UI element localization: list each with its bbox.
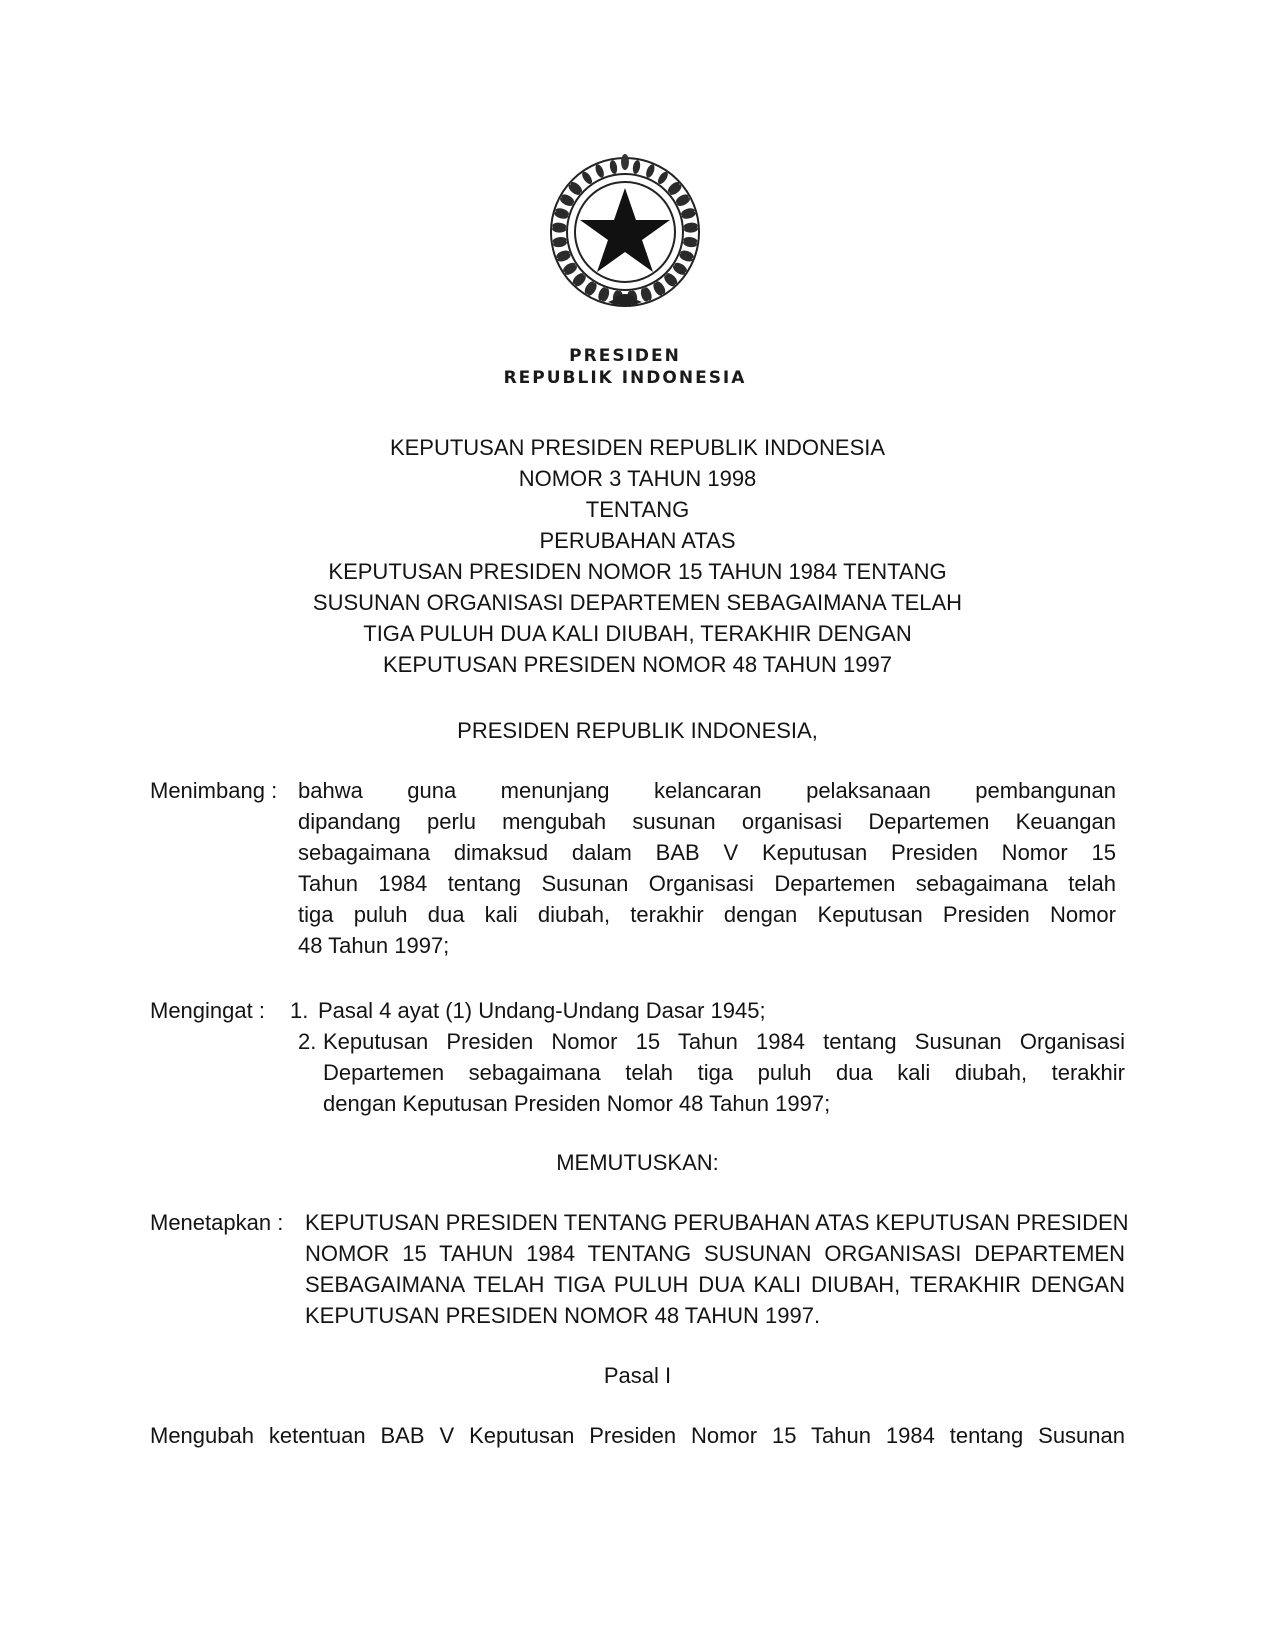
mengingat-label: Mengingat :	[150, 998, 265, 1023]
pasal-heading: Pasal I	[603, 1363, 672, 1388]
mengingat-item-text	[318, 995, 1125, 1026]
title-line: NOMOR 3 TAHUN 1998	[518, 466, 757, 491]
menimbang-body	[298, 775, 1116, 961]
mengingat-item-number: 2.	[298, 1029, 317, 1054]
closing-line: Mengubah ketentuan BAB V Keputusan Presiden Nomor 15 Tahun 1984 tentang Susunan	[150, 1423, 1125, 1448]
menimbang-line: bahwa guna menunjang kelancaran pelaksanaan pembangunan	[298, 778, 1116, 803]
menimbang-line: sebagaimana dimaksud dalam BAB V Keputusan Presiden Nomor 15	[298, 840, 1116, 865]
menetapkan-label: Menetapkan :	[150, 1210, 284, 1235]
menetapkan-body	[305, 1207, 1129, 1331]
emblem-caption-line1: PRESIDEN	[569, 346, 681, 366]
menimbang-label: Menimbang :	[150, 778, 278, 803]
memutuskan-heading: MEMUTUSKAN:	[556, 1150, 719, 1175]
title-line: SUSUNAN ORGANISASI DEPARTEMEN SEBAGAIMANA TELAH	[312, 590, 963, 615]
title-line: KEPUTUSAN PRESIDEN REPUBLIK INDONESIA	[389, 435, 886, 460]
title-line: KEPUTUSAN PRESIDEN NOMOR 15 TAHUN 1984 TENTANG	[328, 559, 947, 584]
mengingat-item-number: 1.	[290, 998, 309, 1023]
title-line: TIGA PULUH DUA KALI DIUBAH, TERAKHIR DENGAN	[363, 621, 912, 646]
menimbang-line: tiga puluh dua kali diubah, terakhir dengan Keputusan Presiden Nomor	[298, 902, 1116, 927]
menimbang-line: dipandang perlu mengubah susunan organisasi Departemen Keuangan	[298, 809, 1116, 834]
garuda-star-wreath-emblem-icon	[538, 150, 713, 320]
presiden-heading: PRESIDEN REPUBLIK INDONESIA,	[457, 718, 818, 743]
mengingat-line: Pasal 4 ayat (1) Undang-Undang Dasar 1945;	[318, 998, 766, 1023]
title-line: KEPUTUSAN PRESIDEN NOMOR 48 TAHUN 1997	[383, 652, 892, 677]
title-line: TENTANG	[585, 497, 690, 522]
mengingat-line: Keputusan Presiden Nomor 15 Tahun 1984 tentang Susunan Organisasi	[323, 1029, 1125, 1054]
menimbang-line: Tahun 1984 tentang Susunan Organisasi Departemen sebagaimana telah	[298, 871, 1116, 896]
mengingat-line: dengan Keputusan Presiden Nomor 48 Tahun 1997;	[323, 1091, 831, 1116]
emblem-caption	[470, 345, 780, 389]
title-line: PERUBAHAN ATAS	[539, 528, 736, 553]
menetapkan-line: SEBAGAIMANA TELAH TIGA PULUH DUA KALI DIUBAH, TERAKHIR DENGAN	[305, 1272, 1125, 1297]
mengingat-line: Departemen sebagaimana telah tiga puluh dua kali diubah, terakhir	[323, 1060, 1125, 1085]
menimbang-line: 48 Tahun 1997;	[298, 933, 450, 958]
emblem-caption-line2: REPUBLIK INDONESIA	[503, 368, 747, 388]
decree-title	[150, 432, 1125, 680]
menetapkan-line: NOMOR 15 TAHUN 1984 TENTANG SUSUNAN ORGANISASI DEPARTEMEN	[305, 1241, 1125, 1266]
menetapkan-line: KEPUTUSAN PRESIDEN NOMOR 48 TAHUN 1997.	[305, 1303, 821, 1328]
menetapkan-line: KEPUTUSAN PRESIDEN TENTANG PERUBAHAN ATAS KEPUTUSAN PRESIDEN	[305, 1210, 1129, 1235]
mengingat-item-text	[323, 1026, 1125, 1119]
